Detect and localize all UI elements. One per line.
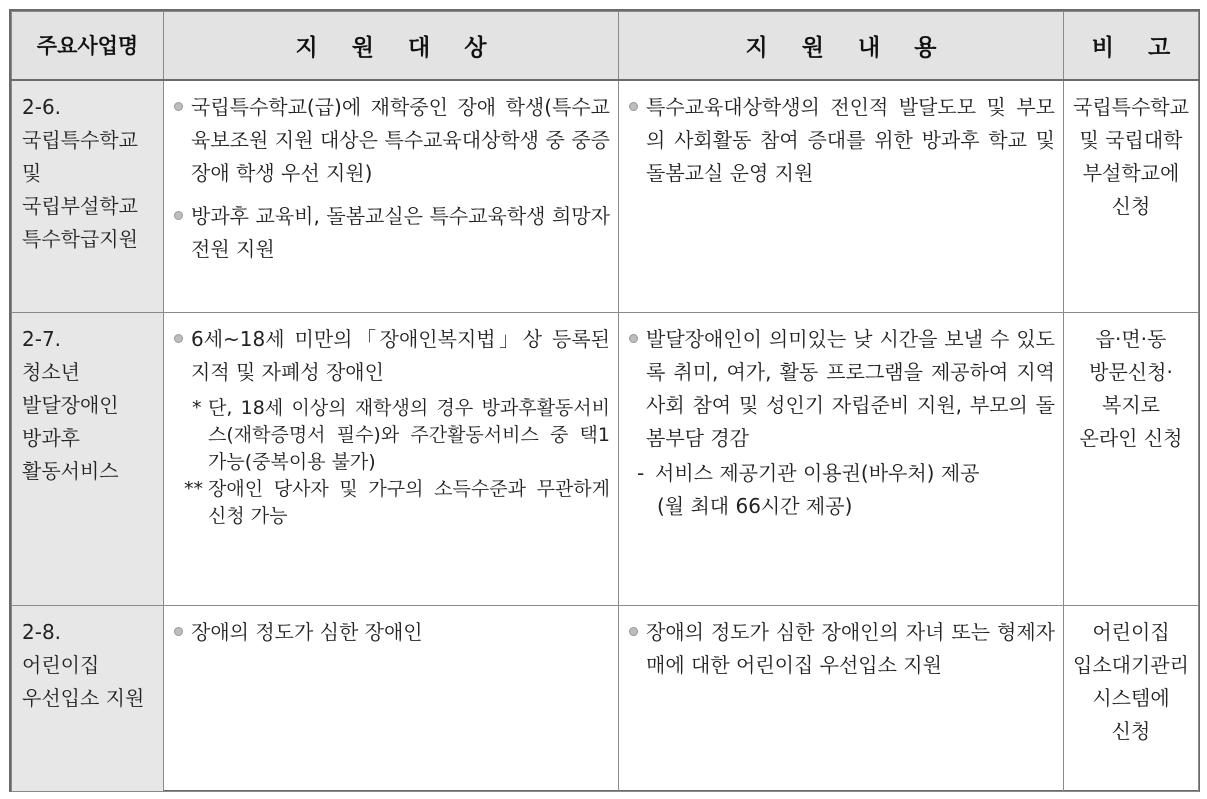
note-line: 온라인 신청 — [1079, 426, 1183, 450]
target-cell — [164, 80, 619, 313]
header-row — [12, 12, 1199, 80]
target-cell — [164, 606, 619, 792]
bullet-icon — [174, 102, 183, 111]
bullet-icon — [629, 627, 638, 636]
bullet-item — [172, 91, 610, 190]
program-name-cell — [12, 313, 164, 606]
bullet-icon — [174, 334, 183, 343]
table-row — [12, 80, 1199, 313]
note-line: 입소대기관리 — [1073, 653, 1189, 677]
header-note: 비 고 — [1064, 12, 1199, 80]
note-line: 부설학교에 — [1082, 160, 1180, 185]
program-name-line: 방과후 — [22, 426, 80, 450]
note-line: 방문신청· — [1089, 360, 1173, 384]
note-line: 국립특수학교 — [1073, 94, 1189, 119]
bullet-text: 장애의 정도가 심한 장애인 — [191, 620, 423, 644]
bullet-icon — [629, 102, 638, 111]
program-name-line: 우선입소 지원 — [22, 686, 145, 710]
note-line: 읍·면·동 — [1095, 327, 1167, 351]
program-table-frame — [9, 9, 1200, 792]
footnote-text: 장애인 당사자 및 가구의 소득수준과 무관하게 신청 가능 — [208, 478, 610, 527]
program-name-line: 발달장애인 — [22, 393, 119, 417]
program-name-line: 활동서비스 — [22, 459, 119, 483]
bullet-item — [172, 323, 610, 389]
note-line: 복지로 — [1102, 393, 1160, 417]
program-name-cell — [12, 606, 164, 792]
program-name-line: 2-7. — [22, 327, 62, 351]
target-cell — [164, 313, 619, 606]
bullet-icon — [174, 627, 183, 636]
sub-item-text: 서비스 제공기관 이용권(바우처) 제공 — [655, 461, 980, 485]
header-program-name: 주요사업명 — [12, 12, 164, 80]
program-name-line: 청소년 — [22, 360, 80, 384]
note-line: 신청 — [1111, 193, 1151, 218]
footnote-text: 단, 18세 이상의 재학생의 경우 방과후활동서비스(재학증명서 필수)와 주간활동서비스 중 택1 가능(중복이용 불가) — [208, 397, 610, 473]
content-cell — [619, 80, 1064, 313]
note-line: 어린이집 — [1092, 620, 1170, 644]
footnote-item — [172, 476, 610, 530]
bullet-text: 6세~18세 미만의「장애인복지법」상 등록된 지적 및 자폐성 장애인 — [191, 327, 610, 384]
note-cell — [1064, 80, 1199, 313]
note-line: 신청 — [1111, 719, 1151, 743]
program-name-line: 및 — [22, 160, 42, 185]
note-line: 및 국립대학 — [1079, 127, 1183, 152]
bullet-item — [627, 323, 1055, 455]
bullet-icon — [174, 211, 183, 220]
sub-item-continuation: (월 최대 66시간 제공) — [657, 494, 853, 518]
program-name-line: 특수학급지원 — [22, 226, 138, 251]
footnote-block — [172, 395, 610, 530]
table-row — [12, 606, 1199, 792]
bullet-item — [627, 616, 1055, 682]
bullet-item — [172, 616, 610, 649]
bullet-item — [172, 200, 610, 266]
bullet-item — [627, 91, 1055, 190]
program-name-line: 국립부설학교 — [22, 193, 138, 218]
program-table — [11, 11, 1199, 792]
bullet-text: 장애의 정도가 심한 장애인의 자녀 또는 형제자매에 대한 어린이집 우선입소 지원 — [646, 620, 1055, 677]
program-name-line: 2-6. — [22, 94, 62, 119]
footnote-mark: * — [192, 397, 202, 419]
footnote-mark: ** — [184, 478, 203, 500]
header-target: 지 원 대 상 — [164, 12, 619, 80]
sub-item — [627, 457, 1055, 490]
bullet-icon — [629, 334, 638, 343]
content-cell — [619, 313, 1064, 606]
content-cell — [619, 606, 1064, 792]
table-row — [12, 313, 1199, 606]
program-name-line: 2-8. — [22, 620, 62, 644]
bullet-text: 특수교육대상학생의 전인적 발달도모 및 부모의 사회활동 참여 증대를 위한 방과후 학교 및 돌봄교실 운영 지원 — [646, 94, 1055, 185]
program-name-line: 어린이집 — [22, 653, 100, 677]
note-line: 시스템에 — [1092, 686, 1170, 710]
program-name-line: 국립특수학교 — [22, 127, 138, 152]
dash-mark: - — [637, 461, 645, 485]
note-cell — [1064, 313, 1199, 606]
program-name-cell — [12, 80, 164, 313]
bullet-text: 방과후 교육비, 돌봄교실은 특수교육학생 희망자 전원 지원 — [191, 203, 610, 261]
bullet-text: 발달장애인이 의미있는 낮 시간을 보낼 수 있도록 취미, 여가, 활동 프로그램을 제공하여 지역사회 참여 및 성인기 자립준비 지원, 부모의 돌봄부담 경감 — [646, 327, 1055, 450]
footnote-item — [172, 395, 610, 476]
header-content: 지 원 내 용 — [619, 12, 1064, 80]
note-cell — [1064, 606, 1199, 792]
bullet-text: 국립특수학교(급)에 재학중인 장애 학생(특수교육보조원 지원 대상은 특수교육대상학생 중 중증장애 학생 우선 지원) — [191, 94, 610, 185]
